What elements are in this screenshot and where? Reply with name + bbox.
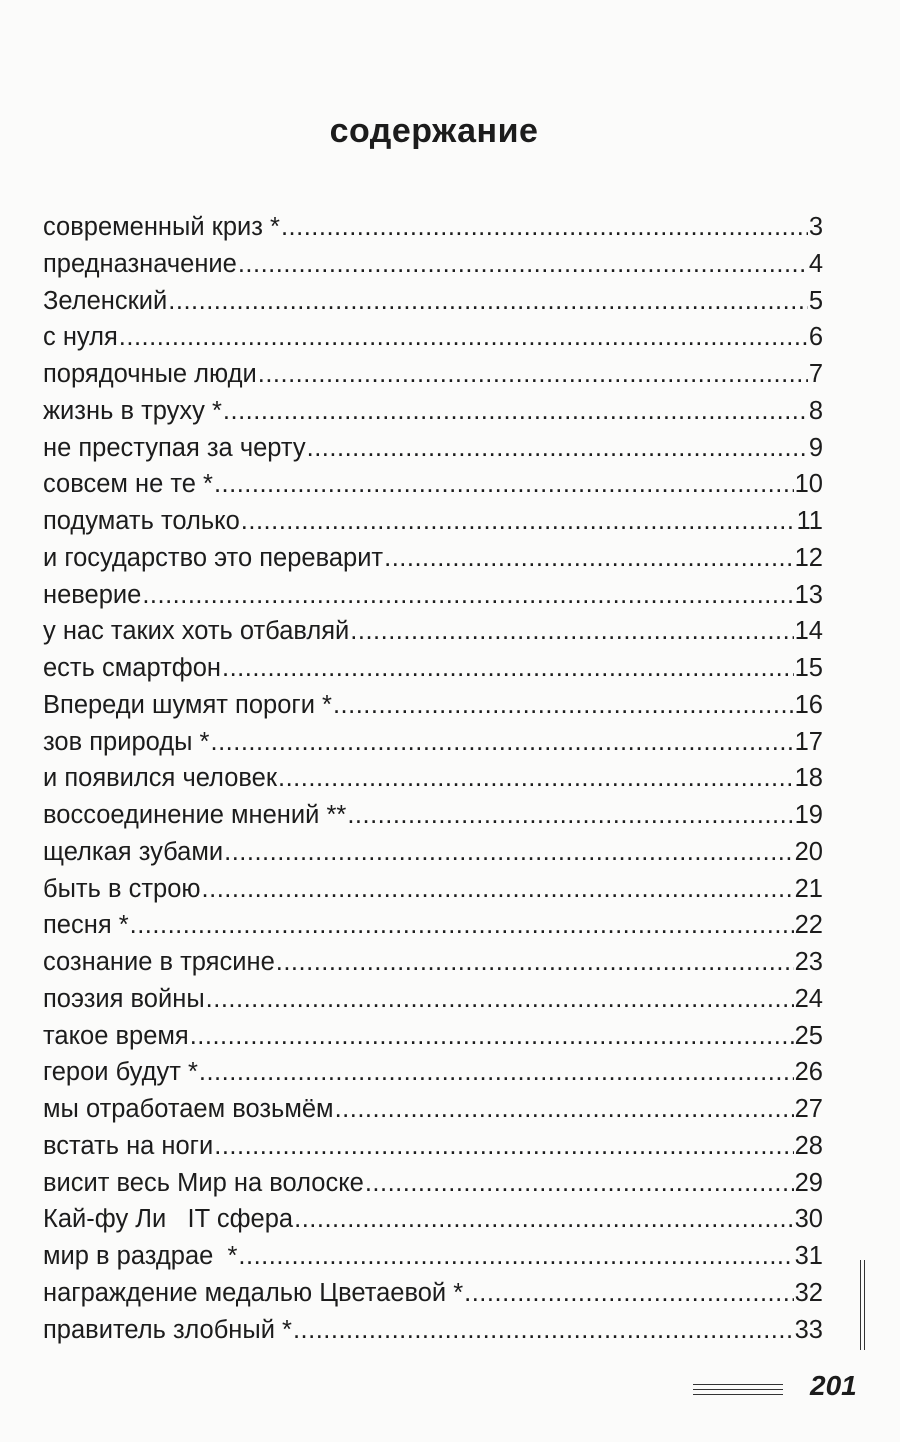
toc-entry-title: быть в строю	[43, 874, 201, 903]
toc-dot-leader	[276, 944, 794, 981]
toc-entry-title: подумать только	[43, 507, 240, 535]
toc-entry	[43, 1275, 823, 1312]
page-title: содержание	[329, 112, 539, 150]
toc-dot-leader	[210, 724, 793, 761]
toc-entry-page: 16	[794, 690, 823, 719]
toc-dot-leader	[142, 577, 793, 614]
toc-entry-title: такое время	[43, 1021, 189, 1050]
toc-entry	[43, 1238, 823, 1275]
toc-entry	[43, 356, 823, 393]
toc-entry	[43, 540, 823, 577]
toc-dot-leader	[241, 503, 796, 540]
toc-dot-leader	[307, 430, 808, 467]
toc-entry-page: 22	[794, 911, 823, 940]
toc-entry-title: мы отработаем возьмём	[43, 1095, 334, 1123]
toc-entry	[43, 1165, 823, 1202]
toc-entry-title: щелкая зубами	[43, 837, 224, 866]
toc-entry-title: Зеленский	[43, 286, 168, 315]
toc-dot-leader	[202, 871, 794, 908]
toc-entry-page: 25	[794, 1021, 823, 1050]
toc-entry-title: предназначение	[43, 249, 237, 278]
toc-entry-page: 9	[808, 433, 823, 462]
toc-entry	[43, 209, 823, 246]
toc-entry	[43, 944, 823, 981]
toc-entry-title: мир в раздрае *	[43, 1242, 238, 1270]
toc-dot-leader	[190, 1018, 794, 1055]
toc-entry-page: 3	[808, 213, 823, 241]
toc-entry-page: 5	[808, 286, 823, 315]
toc-entry-page: 4	[808, 249, 823, 278]
edge-rule	[860, 1260, 861, 1350]
footer-rule	[693, 1384, 783, 1399]
toc-entry-page: 12	[794, 543, 823, 572]
toc-dot-leader	[168, 283, 808, 320]
toc-entry-title: неверие	[43, 580, 142, 609]
toc-dot-leader	[278, 760, 794, 797]
page-number: 201	[810, 1370, 857, 1401]
toc-entry	[43, 797, 823, 834]
toc-entry	[43, 760, 823, 797]
toc-entry-page: 15	[794, 654, 823, 682]
toc-entry-title: у нас таких хоть отбавляй	[43, 617, 350, 646]
toc-entry	[43, 907, 823, 944]
toc-entry	[43, 871, 823, 908]
toc-dot-leader	[223, 393, 808, 430]
toc-entry	[43, 1054, 823, 1091]
toc-dot-leader	[238, 1238, 793, 1275]
toc-entry-page: 17	[794, 727, 823, 756]
toc-entry-title: зов природы *	[43, 727, 210, 756]
toc-entry-title: песня *	[43, 911, 129, 940]
toc-entry-page: 23	[794, 948, 823, 976]
toc-entry	[43, 393, 823, 430]
toc-entry-title: жизнь в труху *	[43, 396, 222, 425]
toc-entry-title: и появился человек	[43, 764, 278, 793]
toc-dot-leader	[350, 613, 793, 650]
toc-entry-page: 29	[794, 1168, 823, 1197]
toc-entry	[43, 834, 823, 871]
toc-entry-title: награждение медалью Цветаевой *	[43, 1278, 464, 1307]
toc-entry-title: Кай-фу Ли IT сфера	[43, 1205, 294, 1234]
toc-dot-leader	[214, 1128, 793, 1165]
toc-dot-leader	[238, 246, 808, 283]
toc-dot-leader	[384, 540, 794, 577]
toc-entry	[43, 430, 823, 467]
toc-entry	[43, 724, 823, 761]
toc-dot-leader	[347, 797, 793, 834]
toc-entry-title: сознание в трясине	[43, 948, 275, 976]
table-of-contents	[43, 209, 823, 1348]
toc-entry-title: не преступая за черту	[43, 433, 306, 462]
toc-entry-title: и государство это переварит	[43, 543, 384, 572]
toc-entry-title: совсем не те *	[43, 470, 213, 499]
toc-entry-title: герои будут *	[43, 1058, 198, 1087]
toc-dot-leader	[281, 209, 808, 246]
toc-entry-page: 13	[794, 580, 823, 609]
toc-entry	[43, 981, 823, 1018]
toc-entry-title: воссоединение мнений **	[43, 801, 347, 829]
toc-dot-leader	[214, 466, 794, 503]
toc-entry-page: 20	[794, 837, 823, 866]
toc-entry-page: 26	[794, 1058, 823, 1087]
toc-entry-page: 24	[794, 984, 823, 1013]
toc-entry-page: 10	[794, 470, 823, 499]
toc-dot-leader	[130, 907, 794, 944]
toc-entry-page: 27	[794, 1095, 823, 1123]
toc-entry	[43, 1312, 823, 1349]
toc-dot-leader	[464, 1275, 793, 1312]
toc-entry-title: современный криз *	[43, 213, 280, 241]
toc-entry-title: порядочные люди	[43, 360, 257, 388]
toc-dot-leader	[258, 356, 808, 393]
toc-entry	[43, 246, 823, 283]
toc-dot-leader	[333, 687, 794, 724]
toc-entry-page: 32	[794, 1278, 823, 1307]
toc-entry	[43, 283, 823, 320]
toc-entry	[43, 1201, 823, 1238]
toc-entry-page: 18	[794, 764, 823, 793]
toc-entry	[43, 1091, 823, 1128]
toc-entry-title: встать на ноги	[43, 1131, 214, 1160]
toc-dot-leader	[335, 1091, 794, 1128]
toc-dot-leader	[199, 1054, 794, 1091]
toc-entry-page: 33	[794, 1315, 823, 1344]
toc-entry	[43, 577, 823, 614]
toc-dot-leader	[224, 834, 794, 871]
toc-entry	[43, 1018, 823, 1055]
toc-entry-page: 30	[794, 1205, 823, 1234]
toc-dot-leader	[365, 1165, 794, 1202]
toc-entry-title: Впереди шумят пороги *	[43, 690, 332, 719]
toc-dot-leader	[119, 319, 808, 356]
toc-entry-title: правитель злобный *	[43, 1315, 292, 1344]
toc-dot-leader	[206, 981, 794, 1018]
toc-entry-page: 6	[808, 323, 823, 352]
toc-dot-leader	[294, 1201, 794, 1238]
toc-entry-title: с нуля	[43, 323, 118, 352]
toc-entry-page: 31	[794, 1242, 823, 1270]
toc-entry-page: 7	[808, 360, 823, 388]
toc-entry-title: поэзия войны	[43, 984, 205, 1013]
toc-entry	[43, 687, 823, 724]
toc-entry	[43, 650, 823, 687]
toc-entry	[43, 319, 823, 356]
toc-entry	[43, 466, 823, 503]
edge-rule	[864, 1260, 865, 1350]
toc-dot-leader	[293, 1312, 794, 1349]
toc-entry-page: 21	[794, 874, 823, 903]
toc-entry-page: 28	[794, 1131, 823, 1160]
toc-entry-page: 11	[796, 507, 823, 535]
toc-entry-page: 14	[794, 617, 823, 646]
toc-dot-leader	[222, 650, 794, 687]
toc-entry	[43, 503, 823, 540]
toc-entry-title: есть смартфон	[43, 654, 221, 682]
toc-entry	[43, 613, 823, 650]
toc-entry	[43, 1128, 823, 1165]
toc-entry-page: 19	[794, 801, 823, 829]
toc-entry-title: висит весь Мир на волоске	[43, 1168, 364, 1197]
toc-entry-page: 8	[808, 396, 823, 425]
